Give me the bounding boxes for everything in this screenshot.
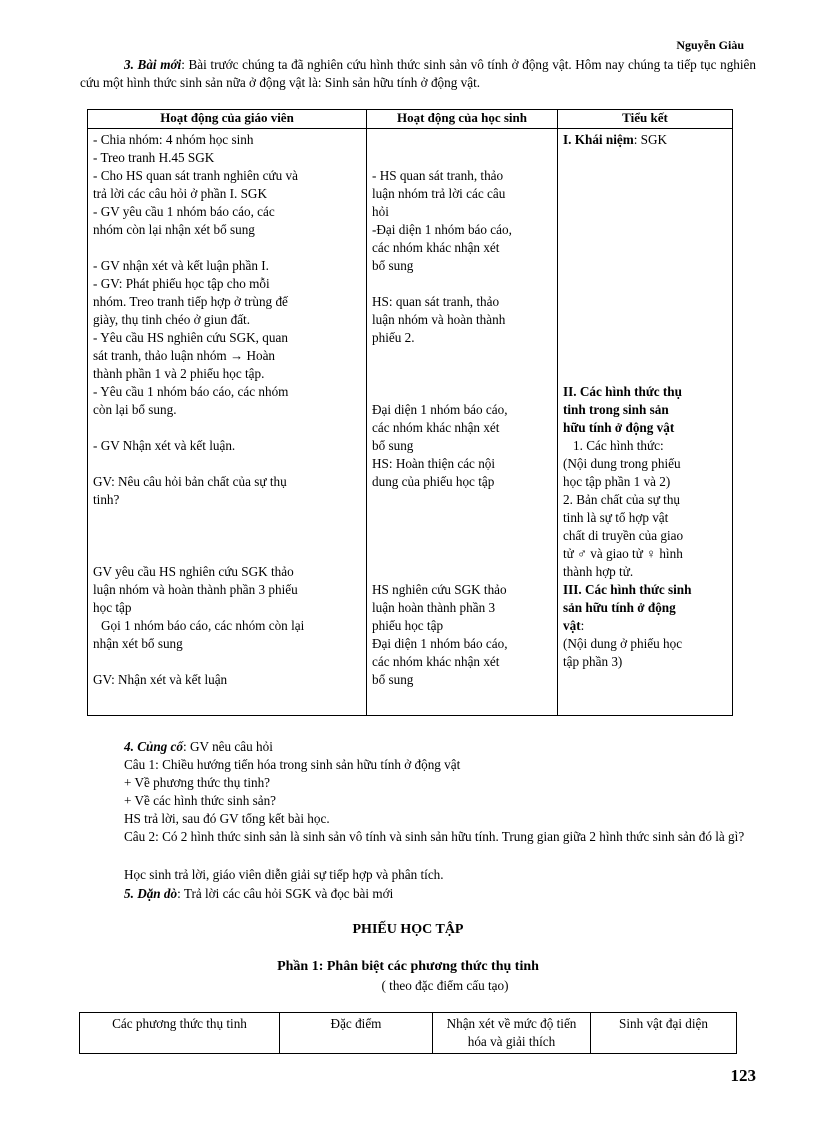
- student-line: bổ sung: [372, 258, 414, 273]
- teacher-line: tinh?: [93, 492, 120, 507]
- worksheet-part-title: Phần 1: Phân biệt các phương thức thụ tinh: [277, 959, 539, 974]
- teacher-line: - Yêu cầu 1 nhóm báo cáo, các nhóm: [93, 384, 289, 399]
- summary-line: tinh là sự tổ hợp vật: [563, 510, 669, 525]
- teacher-line: thành phần 1 và 2 phiếu học tập.: [93, 366, 265, 381]
- worksheet-col-evaluation: Nhận xét về mức độ tiến hóa và giải thích: [433, 1013, 591, 1054]
- worksheet-col-features: Đặc điểm: [280, 1013, 433, 1054]
- teacher-line: còn lại bổ sung.: [93, 402, 177, 417]
- summary-line: 2. Bản chất của sự thụ: [563, 492, 681, 507]
- summary-line: II. Các hình thức thụ: [563, 384, 682, 399]
- teacher-cell: [88, 129, 367, 716]
- teacher-line: - GV: Phát phiếu học tập cho mỗi: [93, 276, 270, 291]
- teacher-line: sát tranh, thảo luận nhóm → Hoàn: [93, 348, 276, 363]
- teacher-line: - Chia nhóm: 4 nhóm học sinh: [93, 132, 254, 147]
- concept-text: : SGK: [633, 132, 668, 147]
- intro-label: 3. Bài mới: [124, 57, 182, 72]
- summary-line: sản hữu tính ở động: [563, 600, 676, 615]
- intro-text: : Bài trước chúng ta đã nghiên cứu hình thức sinh sản vô tính ở động vật. Hôm nay chúng ta tiếp tục nghiên cứu một hình thức sinh sản nữa ở động vật là: Sinh sản hữu tính ở động vật.: [80, 57, 756, 90]
- teacher-line: nhận xét bổ sung: [93, 636, 183, 651]
- consolidation-line: + Về phương thức thụ tinh?: [124, 775, 271, 790]
- teacher-line: - Cho HS quan sát tranh nghiên cứu và: [93, 168, 298, 183]
- teacher-line: Gọi 1 nhóm báo cáo, các nhóm còn lại: [101, 618, 305, 633]
- summary-line: [563, 617, 727, 635]
- lesson-table: [87, 109, 733, 716]
- student-line: HS: quan sát tranh, thảo: [372, 294, 500, 309]
- summary-line: [563, 131, 727, 149]
- teacher-line: học tập: [93, 600, 132, 615]
- summary-line: III. Các hình thức sinh: [563, 582, 692, 597]
- worksheet-title: PHIẾU HỌC TẬP: [352, 922, 464, 937]
- summary-line: tử ♂ và giao tử ♀ hình: [563, 546, 683, 561]
- teacher-line: - Yêu cầu HS nghiên cứu SGK, quan: [93, 330, 288, 345]
- consolidation-label: 4. Củng cố: [124, 739, 183, 754]
- consolidation-line: Câu 2: Có 2 hình thức sinh sản là sinh sản vô tính và sinh sản hữu tính. Trung gian giữa 2 hình thức sinh sản đó là gì?: [124, 829, 745, 844]
- summary-line: (Nội dung trong phiếu: [563, 456, 681, 471]
- worksheet-col-method: Các phương thức thụ tinh: [80, 1013, 280, 1054]
- worksheet-table: [79, 1012, 737, 1054]
- homework-text: : Trả lời các câu hỏi SGK và đọc bài mới: [177, 886, 394, 901]
- summary-line: hữu tính ở động vật: [563, 420, 675, 435]
- teacher-line: GV: Nêu câu hỏi bản chất của sự thụ: [93, 474, 287, 489]
- student-line: luận nhóm trả lời các câu: [372, 186, 506, 201]
- consolidation-line: HS trả lời, sau đó GV tổng kết bài học.: [124, 811, 330, 826]
- student-line: HS nghiên cứu SGK thảo: [372, 582, 507, 597]
- summary-line: thành hợp tử.: [563, 564, 634, 579]
- teacher-line: luận nhóm và hoàn thành phần 3 phiếu: [93, 582, 298, 597]
- worksheet-col-organism: Sinh vật đại diện: [591, 1013, 737, 1054]
- student-line: các nhóm khác nhận xét: [372, 240, 500, 255]
- page-number: 123: [730, 1066, 756, 1085]
- teacher-line: GV: Nhận xét và kết luận: [93, 672, 228, 687]
- student-cell: [367, 129, 558, 716]
- teacher-line: GV yêu cầu HS nghiên cứu SGK thảo: [93, 564, 294, 579]
- student-line: bổ sung: [372, 672, 414, 687]
- student-line: hỏi: [372, 204, 389, 219]
- worksheet-part-subtitle: ( theo đặc điểm cấu tạo): [381, 978, 509, 993]
- student-line: luận hoàn thành phần 3: [372, 600, 496, 615]
- student-line: luận nhóm và hoàn thành: [372, 312, 506, 327]
- consolidation-line: Học sinh trả lời, giáo viên diễn giải sự tiếp hợp và phân tích.: [124, 867, 444, 882]
- consolidation-text: : GV nêu câu hỏi: [183, 739, 273, 754]
- summary-line: tinh trong sinh sản: [563, 402, 669, 417]
- student-line: các nhóm khác nhận xét: [372, 654, 500, 669]
- concept-heading: I. Khái niệm: [563, 132, 634, 147]
- header-summary: Tiểu kết: [558, 110, 733, 129]
- teacher-line: - GV Nhận xét và kết luận.: [93, 438, 236, 453]
- summary-line: 1. Các hình thức:: [573, 438, 664, 453]
- summary-line: học tập phần 1 và 2): [563, 474, 671, 489]
- student-line: HS: Hoàn thiện các nội: [372, 456, 496, 471]
- teacher-line: - GV nhận xét và kết luận phần I.: [93, 258, 269, 273]
- student-line: phiếu học tập: [372, 618, 444, 633]
- teacher-line: giày, thụ tinh chéo ở giun đất.: [93, 312, 251, 327]
- summary-colon: :: [580, 618, 585, 633]
- summary-line: tập phần 3): [563, 654, 623, 669]
- student-line: Đại diện 1 nhóm báo cáo,: [372, 402, 508, 417]
- summary-heading-end: vật: [563, 618, 581, 633]
- author-name: Nguyễn Giàu: [676, 38, 744, 52]
- student-line: Đại diện 1 nhóm báo cáo,: [372, 636, 508, 651]
- student-line: dung của phiếu học tập: [372, 474, 495, 489]
- summary-line: (Nội dung ở phiếu học: [563, 636, 683, 651]
- consolidation-heading: [80, 738, 756, 756]
- header-student: Hoạt động của học sinh: [367, 110, 558, 129]
- teacher-line: - Treo tranh H.45 SGK: [93, 150, 215, 165]
- header-teacher: Hoạt động của giáo viên: [88, 110, 367, 129]
- teacher-line: - GV yêu cầu 1 nhóm báo cáo, các: [93, 204, 275, 219]
- intro-paragraph: [80, 56, 756, 92]
- summary-line: chất di truyền của giao: [563, 528, 684, 543]
- homework-label: 5. Dặn dò: [124, 886, 178, 901]
- consolidation-line: + Về các hình thức sinh sản?: [124, 793, 277, 808]
- teacher-line: nhóm. Treo tranh tiếp hợp ở trùng đế: [93, 294, 288, 309]
- student-line: - HS quan sát tranh, thảo: [372, 168, 504, 183]
- student-line: các nhóm khác nhận xét: [372, 420, 500, 435]
- student-line: -Đại diện 1 nhóm báo cáo,: [372, 222, 512, 237]
- summary-cell: [558, 129, 733, 716]
- student-line: bổ sung: [372, 438, 414, 453]
- consolidation-line: Câu 1: Chiều hướng tiến hóa trong sinh sản hữu tính ở động vật: [124, 757, 461, 772]
- homework-line: [80, 885, 756, 903]
- teacher-line: trả lời các câu hỏi ở phần I. SGK: [93, 186, 267, 201]
- student-line: phiếu 2.: [372, 330, 415, 345]
- teacher-line: nhóm còn lại nhận xét bổ sung: [93, 222, 255, 237]
